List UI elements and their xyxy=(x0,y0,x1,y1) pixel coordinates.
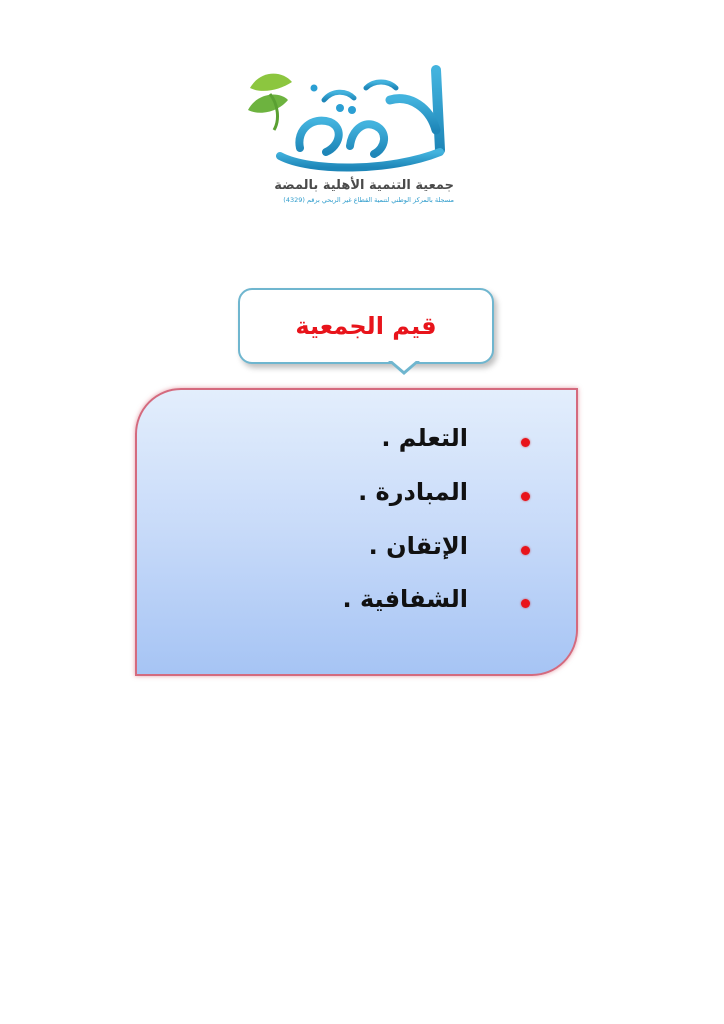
value-text: الإتقان . xyxy=(368,532,468,560)
bullet-icon xyxy=(521,546,530,555)
heading-title: قيم الجمعية xyxy=(295,312,437,340)
value-item xyxy=(200,478,530,518)
logo-subtitle: مسجلة بالمركز الوطني لتنمية القطاع غير الربحي برقم (4329) xyxy=(283,196,454,204)
logo-calligraphy-icon xyxy=(240,60,480,178)
value-item xyxy=(200,585,530,625)
callout-tail-fill xyxy=(391,360,417,371)
value-item xyxy=(200,424,530,464)
bullet-icon xyxy=(521,438,530,447)
bullet-icon xyxy=(521,492,530,501)
bullet-icon xyxy=(521,599,530,608)
logo-title: جمعية التنمية الأهلية بالمضة xyxy=(274,178,454,193)
logo-mark xyxy=(240,60,480,178)
leaf-icon xyxy=(248,74,292,130)
association-logo xyxy=(240,60,480,210)
value-text: المبادرة . xyxy=(358,478,468,506)
heading-callout xyxy=(238,288,494,364)
value-text: الشفافية . xyxy=(342,585,468,613)
value-item xyxy=(200,532,530,572)
value-text: التعلم . xyxy=(381,424,468,452)
